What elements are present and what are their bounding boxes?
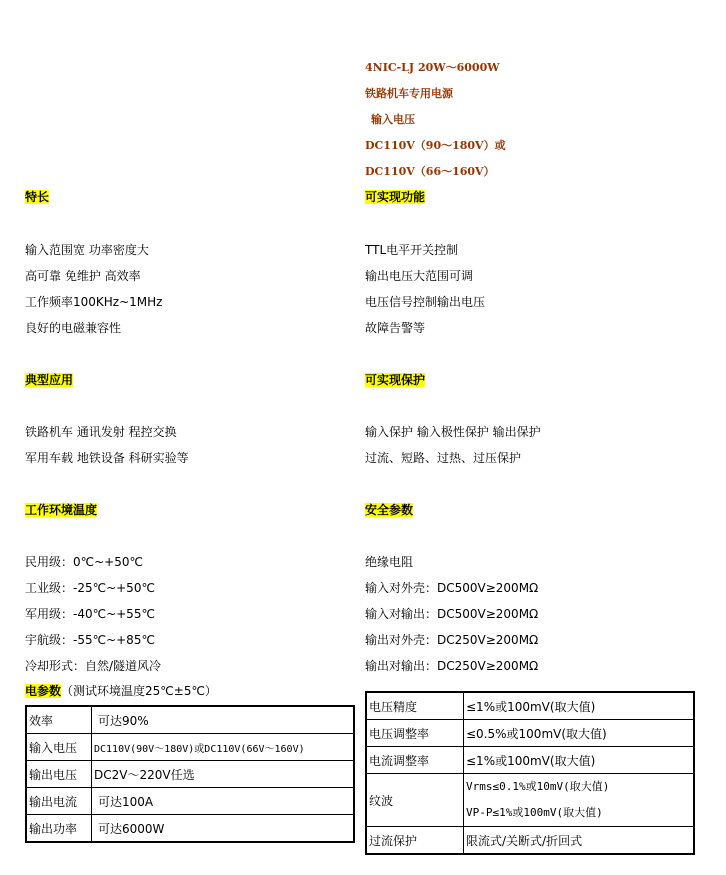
temperature-item: 工业级：-25℃~+50℃ [25,581,155,595]
table-value: 可达90% [92,706,355,734]
ripple-pp: VP-P≤1%或100mV(取大值) [466,806,603,819]
input-range-1: DC110V（90～180V）或 [365,139,506,152]
temperature-title: 工作环境温度 [25,503,98,517]
table-row [366,747,694,774]
protection-item: 输入保护 输入极性保护 输出保护 [365,425,541,439]
product-name: 铁路机车专用电源 [365,87,453,100]
table-row [366,720,694,747]
feature-item: 输入范围宽 功率密度大 [25,243,149,257]
electrical-title: 电参数 [25,684,62,698]
safety-item: 输出对输出：DC250V≥200MΩ [365,659,539,673]
application-item: 铁路机车 通讯发射 程控交换 [25,425,177,439]
features-title: 特长 [25,190,50,204]
electrical-table-left [25,705,355,843]
temperature-item: 军用级：-40℃~+55℃ [25,607,155,621]
table-key: 输出功率 [26,815,92,843]
table-value: DC2V～220V任选 [92,761,355,788]
safety-item: 输入对外壳：DC500V≥200MΩ [365,581,539,595]
table-row [26,706,354,734]
table-key: 电压精度 [366,692,464,720]
table-value: DC110V(90V～180V)或DC110V(66V～160V) [92,734,355,761]
table-key: 输入电压 [26,734,92,761]
table-value: ≤1%或100mV(取大值) [464,692,695,720]
cooling-item: 冷却形式：自然/隧道风冷 [25,659,162,673]
feature-item: 工作频率100KHz~1MHz [25,295,163,309]
safety-title: 安全参数 [365,503,414,517]
table-value: ≤1%或100mV(取大值) [464,747,695,774]
product-model: 4NIC-LJ 20W～6000W [365,61,500,74]
function-item: 电压信号控制输出电压 [365,295,486,309]
table-row [366,692,694,720]
functions-title: 可实现功能 [365,190,426,204]
temperature-item: 民用级：0℃~+50℃ [25,555,143,569]
table-key: 输出电压 [26,761,92,788]
protection-item: 过流、短路、过热、过压保护 [365,451,522,465]
table-row [366,827,694,855]
temperature-item: 宇航级：-55℃~+85℃ [25,633,155,647]
input-range-2: DC110V（66～160V） [365,165,495,178]
table-key: 效率 [26,706,92,734]
safety-item: 输出对外壳：DC250V≥200MΩ [365,633,539,647]
table-key: 过流保护 [366,827,464,855]
function-item: 故障告警等 [365,321,426,335]
table-value: ≤0.5%或100mV(取大值) [464,720,695,747]
function-item: TTL电平开关控制 [365,243,459,257]
table-value: 可达100A [92,788,355,815]
table-row [26,815,354,843]
ripple-rms: Vrms≤0.1%或10mV(取大值) [466,780,610,793]
table-key: 电流调整率 [366,747,464,774]
feature-item: 高可靠 免维护 高效率 [25,269,141,283]
table-value: 可达6000W [92,815,355,843]
safety-item: 绝缘电阻 [365,555,414,569]
table-row [26,788,354,815]
electrical-note: （测试环境温度25℃±5℃） [61,684,217,698]
applications-title: 典型应用 [25,373,74,387]
input-voltage-label: 输入电压 [371,113,415,126]
table-row [26,734,354,761]
table-key: 纹波 [366,774,464,827]
table-row [366,774,694,827]
application-item: 军用车载 地铁设备 科研实验等 [25,451,189,465]
table-value [464,774,695,827]
feature-item: 良好的电磁兼容性 [25,321,122,335]
table-key: 输出电流 [26,788,92,815]
safety-item: 输入对输出：DC500V≥200MΩ [365,607,539,621]
protection-title: 可实现保护 [365,373,426,387]
table-value: 限流式/关断式/折回式 [464,827,695,855]
electrical-table-right [365,691,695,855]
function-item: 输出电压大范围可调 [365,269,474,283]
table-key: 电压调整率 [366,720,464,747]
table-row [26,761,354,788]
